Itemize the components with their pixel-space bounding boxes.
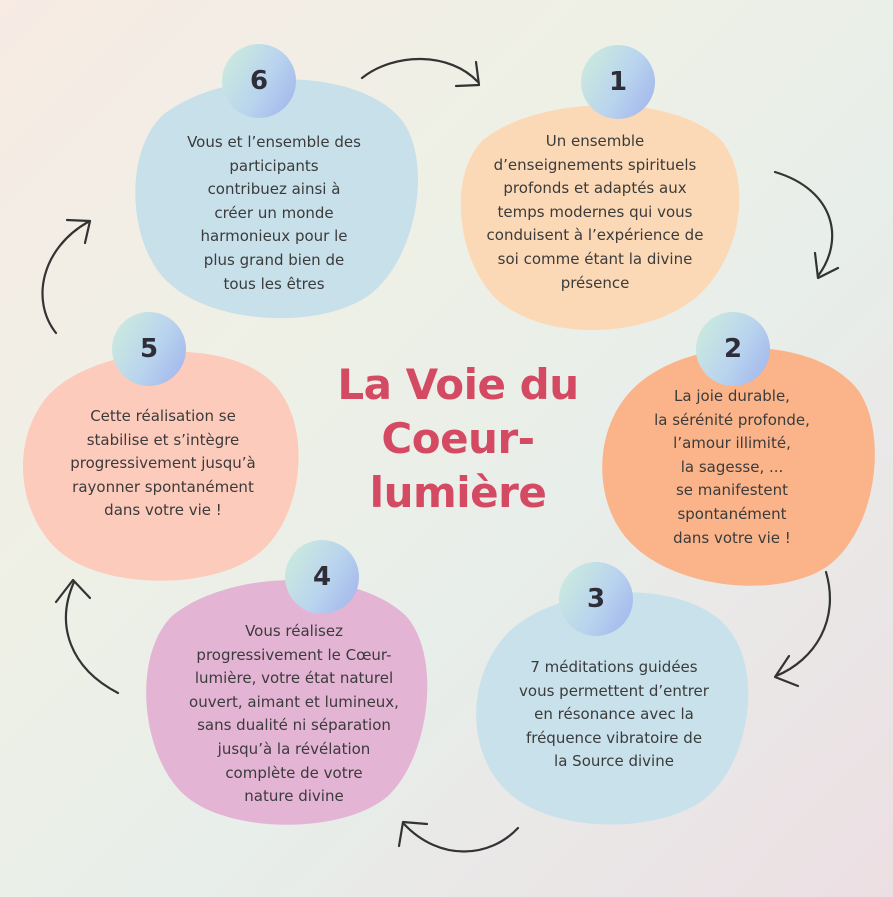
diagram-title: La Voie du Coeur- lumière [337, 360, 579, 517]
step-4-text: Vous réalisez progressivement le Cœur- lumière, votre état naturel ouvert, aimant et lumineux, sans dualité ni séparation jusqu’à la révélation complète de votre nature divine [189, 622, 399, 806]
arrow-5-to-6 [42, 220, 90, 333]
step-1-badge: 1 [581, 45, 655, 119]
step-4-badge: 4 [285, 540, 359, 614]
step-6-badge: 6 [222, 44, 296, 118]
step-5-badge: 5 [112, 312, 186, 386]
step-6-text: Vous et l’ensemble des participants contribuez ainsi à créer un monde harmonieux pour le plus grand bien de tous les êtres [187, 133, 361, 293]
arrow-2-to-3 [775, 572, 830, 686]
step-5-text: Cette réalisation se stabilise et s’intègre progressivement jusqu’à rayonner spontanément dans votre vie ! [70, 407, 256, 520]
arrow-1-to-2 [775, 172, 838, 278]
step-1-text: Un ensemble d’enseignements spirituels profonds et adaptés aux temps modernes qui vous conduisent à l’expérience de soi comme étant la divine présence [486, 132, 704, 292]
step-2-badge: 2 [696, 312, 770, 386]
step-2-text: La joie durable, la sérénité profonde, l’amour illimité, la sagesse, ... se manifestent spontanément dans votre vie ! [654, 387, 810, 547]
arrow-4-to-5 [56, 580, 118, 693]
step-3-text: 7 méditations guidées vous permettent d’entrer en résonance avec la fréquence vibratoire de la Source divine [519, 658, 709, 771]
step-3-badge: 3 [559, 562, 633, 636]
